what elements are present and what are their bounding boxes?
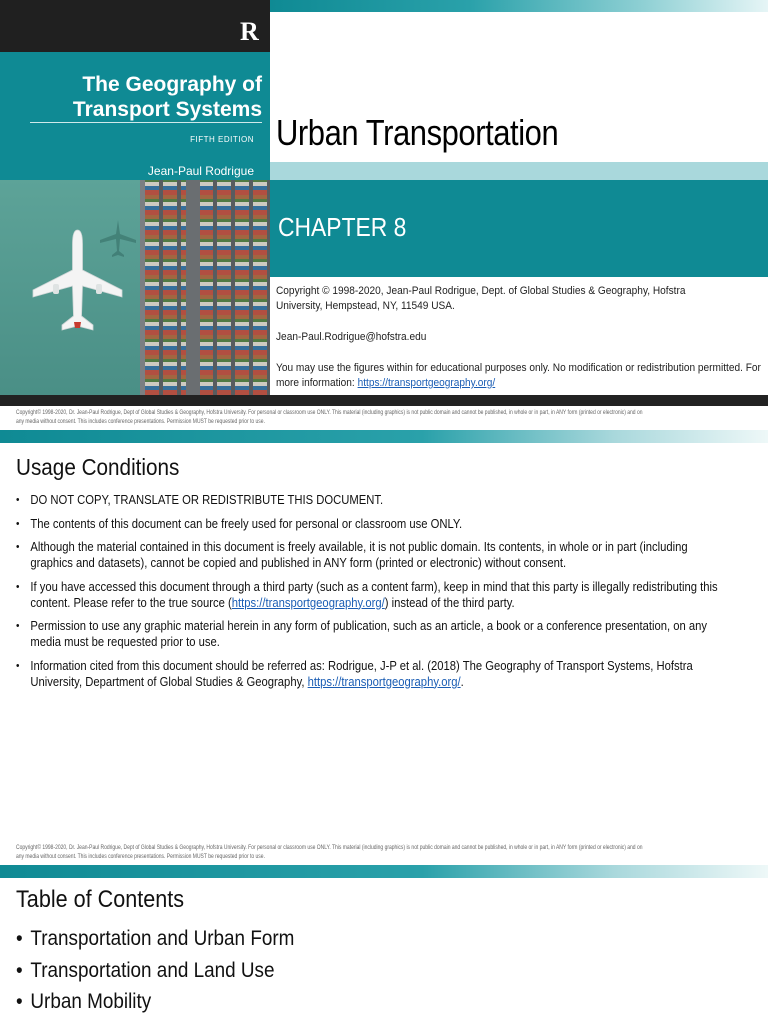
- airplane-icon: [30, 228, 125, 338]
- toc-item[interactable]: • Transportation and Land Use: [16, 958, 294, 984]
- author-email: Jean-Paul.Rodrigue@hofstra.edu: [276, 331, 427, 343]
- list-item-text: Although the material contained in this document is freely available, it is not public domain. Its contents, in whole or in part (including graphics and datasets), cannot be copied and published in ANY form (printed or electronic) without consent.: [30, 540, 688, 570]
- toc-item[interactable]: • Transportation and Urban Form: [16, 926, 294, 952]
- top-accent-bar: [270, 0, 768, 12]
- list-item-text: Permission to use any graphic material herein in any form of publication, such as an article, a book or a conference presentation, on any media must be requested prior to use.: [30, 619, 708, 649]
- table-of-contents-list: [16, 926, 294, 1021]
- list-item: [16, 658, 727, 690]
- slide1-fine-print: Copyright© 1998-2020, Dr. Jean-Paul Rodrigue, Dept of Global Studies & Geography, Hofstra University. For personal or classroom use ONLY. This material (including graphics) is not public domain and cannot be published, in whole or in part, in ANY form (printed or electronic) and on any media without consent. This includes conference presentations. Permission MUST be requested prior to use.: [16, 410, 643, 425]
- citation-link[interactable]: https://transportgeography.org/: [307, 674, 461, 689]
- usage-note-text: You may use the figures within for educational purposes only. No modification or redistribution permitted. For more information:: [276, 362, 761, 389]
- usage-conditions-list: [16, 492, 727, 697]
- table-of-contents-title: Table of Contents: [16, 886, 185, 913]
- cover-title: [52, 72, 262, 122]
- toc-item[interactable]: • Urban Mobility: [16, 989, 294, 1015]
- slide-separator: [0, 865, 768, 878]
- slide2-fine-print: Copyright© 1998-2020, Dr. Jean-Paul Rodrigue, Dept of Global Studies & Geography, Hofstra University. For personal or classroom use ONLY. This material (including graphics) is not public domain and cannot be published, in whole or in part, in ANY form (printed or electronic) and on any media without consent. This includes conference presentations. Permission MUST be requested prior to use.: [16, 845, 643, 860]
- slide-separator: [0, 430, 768, 443]
- book-cover: [0, 0, 270, 395]
- list-item: [16, 539, 727, 571]
- list-item: [16, 618, 727, 650]
- title-underline-band: [270, 162, 768, 180]
- list-item-text: ) instead of the third party.: [384, 595, 515, 610]
- container-stacks: [145, 180, 270, 395]
- usage-note: [276, 361, 762, 391]
- title-slide: [0, 0, 768, 406]
- list-item: [16, 516, 727, 532]
- cover-photo: [0, 180, 270, 395]
- list-item: [16, 579, 727, 611]
- port-road: [186, 180, 200, 395]
- usage-conditions-title: Usage Conditions: [16, 454, 180, 480]
- website-link[interactable]: https://transportgeography.org/: [357, 377, 496, 389]
- publisher-logo: R: [240, 17, 259, 46]
- list-item-text: If you have accessed this document through a third party (such as a content farm), keep in mind that this party is illegally redistributing this content. Please refer to the true source (: [30, 579, 718, 610]
- slide-title: Urban Transportation: [276, 112, 559, 153]
- list-item-text: Information cited from this document should be referred as: Rodrigue, J-P et al. (2018) The Geography of Transport Systems, Hofstra University, Department of Global Studies & Geography,: [30, 658, 693, 689]
- cover-author: Jean-Paul Rodrigue: [147, 164, 254, 178]
- bottom-dark-bar: [0, 395, 768, 406]
- copyright-notice: Copyright © 1998-2020, Jean-Paul Rodrigue, Dept. of Global Studies & Geography, Hofstra University, Hempstead, NY, 11549 USA.: [276, 285, 686, 312]
- cover-rule: [30, 122, 262, 123]
- cover-header-band: [0, 0, 270, 52]
- list-item-text: .: [460, 674, 464, 689]
- list-item: [16, 492, 727, 508]
- list-item-text: DO NOT COPY, TRANSLATE OR REDISTRIBUTE THIS DOCUMENT.: [30, 493, 384, 507]
- cover-edition: FIFTH EDITION: [190, 135, 254, 144]
- cover-title-line2: Transport Systems: [72, 98, 262, 121]
- chapter-label: CHAPTER 8: [278, 212, 407, 242]
- cover-title-line1: The Geography of: [82, 73, 262, 96]
- source-link[interactable]: https://transportgeography.org/: [231, 595, 385, 610]
- list-item-text: The contents of this document can be freely used for personal or classroom use ONLY.: [30, 516, 463, 531]
